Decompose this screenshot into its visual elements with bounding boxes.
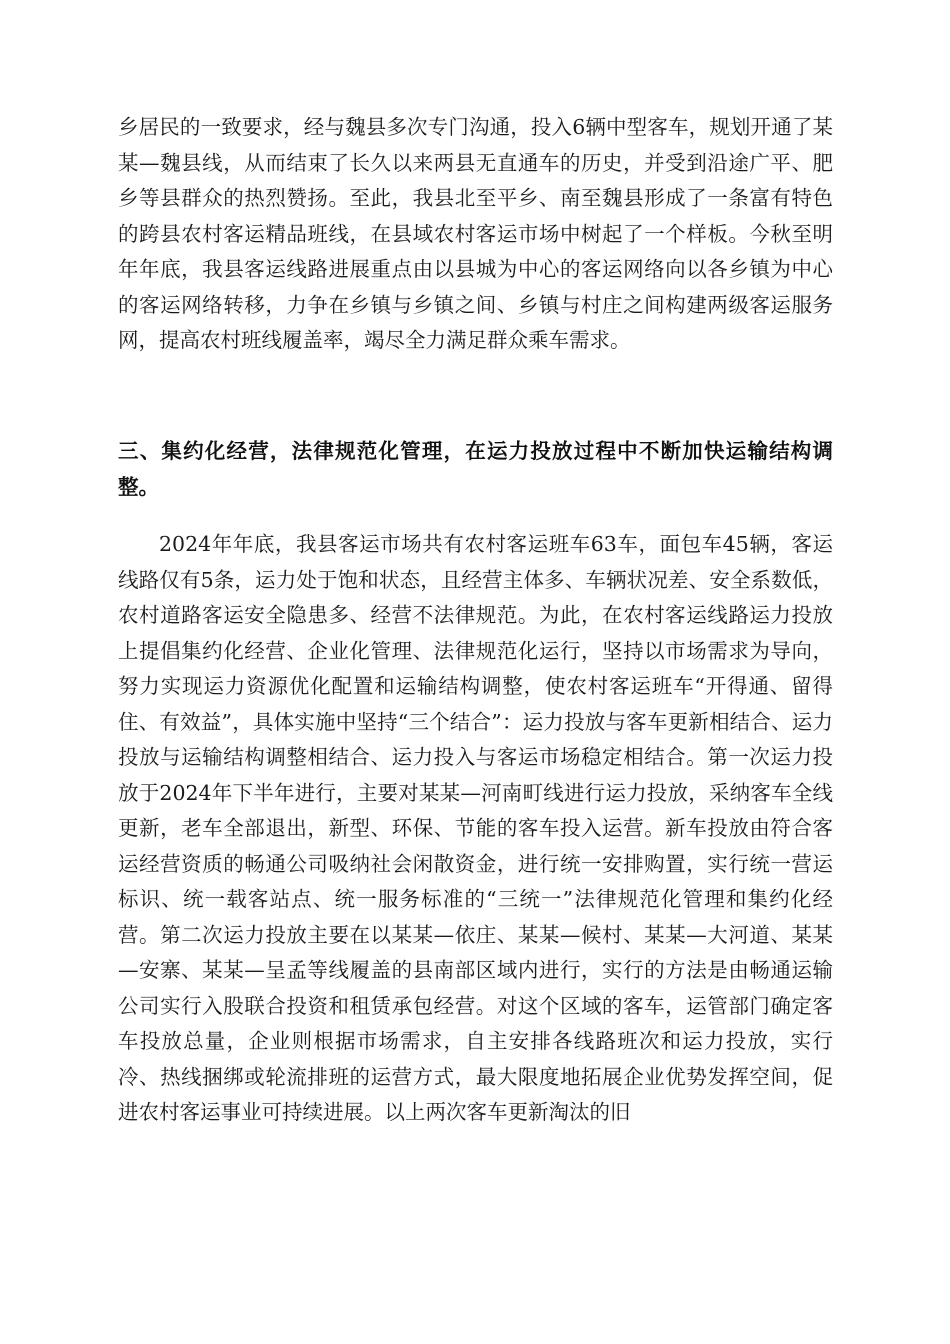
section-heading: 三、集约化经营，法律规范化管理，在运力投放过程中不断加快运输结构调整。 [118, 439, 833, 499]
body-paragraph: 乡居民的一致要求，经与魏县多次专门沟通，投入6辆中型客车，规划开通了某某—魏县线，从而结束了长久以来两县无直通车的历史，并受到沿途广平、肥乡等县群众的热烈赞扬。至此，我县北至平乡、南至魏县形成了一条富有特色的跨县农村客运精品班线，在县域农村客运市场中树起了一个样板。今秋至明年年底，我县客运线路进展重点由以县城为中心的客运网络向以各乡镇为中心的客运网络转移，力争在乡镇与乡镇之间、乡镇与村庄之间构建两级客运服务网，提高农村班线履盖率，竭尽全力满足群众乘车需求。 [118, 115, 833, 352]
body-paragraph: 2024年年底，我县客运市场共有农村客运班车63车，面包车45辆，客运线路仅有5条，运力处于饱和状态，且经营主体多、车辆状况差、安全系数低，农村道路客运安全隐患多、经营不法律规范。为此，在农村客运线路运力投放上提倡集约化经营、企业化管理、法律规范化运行，坚持以市场需求为导向，努力实现运力资源优化配置和运输结构调整，使农村客运班车“开得通、留得住、有效益”，具体实施中坚持“三个结合”：运力投放与客车更新相结合、运力投放与运输结构调整相结合、运力投入与客运市场稳定相结合。第一次运力投放于2024年下半年进行，主要对某某—河南町线进行运力投放，采纳客车全线更新，老车全部退出，新型、环保、节能的客车投入运营。新车投放由符合客运经营资质的畅通公司吸纳社会闲散资金，进行统一安排购置，实行统一营运标识、统一载客站点、统一服务标准的“三统一”法律规范化管理和集约化经营。第二次运力投放主要在以某某—依庄、某某—候村、某某—大河道、某某—安寨、某某—呈孟等线履盖的县南部区域内进行，实行的方法是由畅通运输公司实行入股联合投资和租赁承包经营。对这个区域的客车，运管部门确定客车投放总量，企业则根据市场需求，自主安排各线路班次和运力投放，实行冷、热线捆绑或轮流排班的运营方式，最大限度地拓展企业优势发挥空间，促进农村客运事业可持续进展。以上两次客车更新淘汰的旧 [118, 532, 833, 1124]
